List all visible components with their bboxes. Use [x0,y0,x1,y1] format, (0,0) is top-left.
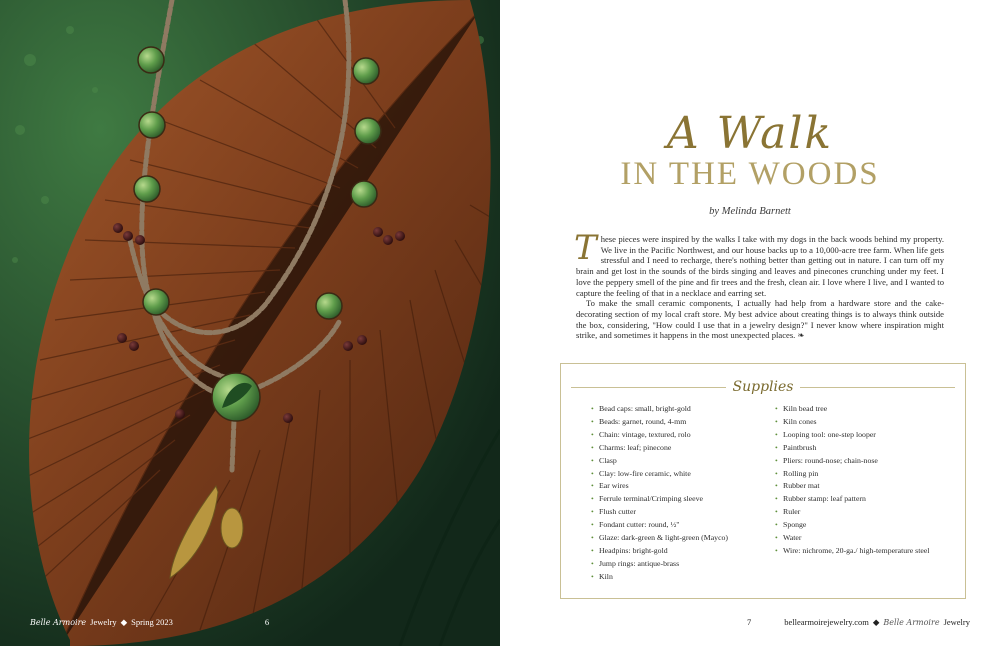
supply-item: • Kiln cones [775,416,955,429]
supply-item: • Clay: low-fire ceramic, white [591,468,775,481]
supply-item: • Looping tool: one-step looper [775,429,955,442]
supply-item: • Headpins: bright-gold [591,545,775,558]
supplies-box [560,363,966,599]
paragraph-1-text: hese pieces were inspired by the walks I take with my dogs in the back woods behind my property. We live in the Pacific Northwest, and our house backs up to a 10,000-acre tree farm. When life gets stressful and I need to recharge, there's nothing better than getting out in nature. I can turn off my brain and get lost in the sounds of the birds singing and leaves and pinecones crunching under my feet. I love the peppery smell of the pine and fir trees and the fresh, clean air. I love where I live, and I wanted to capture the feeling of that in a necklace and earring set. [576,234,944,298]
right-page [500,0,1000,646]
folio-separator: ◆ [872,617,880,627]
brand-logo: Belle Armoire [30,618,87,627]
paragraph-2: To make the small ceramic components, I actually had help from a hardware store and the cake-decorating section of my local craft store. My best advice about creating things is to always think outside the box, considering, "How could I use that in a jewelry design?" I never know where inspiration might strike, and sometimes it happens in the most unexpected places. ❧ [576,298,944,341]
supply-item: • Pliers: round-nose; chain-nose [775,455,955,468]
heading-rule-right [800,387,955,388]
brand-logo: Belle Armoire [883,618,940,627]
supply-item: • Chain: vintage, textured, rolo [591,429,775,442]
folio-separator: ◆ [120,617,128,627]
supply-item: • Bead caps: small, bright-gold [591,403,775,416]
supply-item: • Paintbrush [775,442,955,455]
supplies-column-1 [591,403,775,584]
article-title-line1: A Walk [666,108,834,159]
byline: by Melinda Barnett [709,206,791,217]
article-body [574,228,944,341]
folio-section: Jewelry [90,617,117,627]
supply-item: • Ruler [775,506,955,519]
supplies-columns [591,403,957,584]
article-title-line2: IN THE WOODS [620,156,880,192]
folio-issue: Spring 2023 [131,617,173,627]
supply-item: • Kiln bead tree [775,403,955,416]
supplies-column-2 [775,403,955,584]
folio-site [784,617,970,628]
supply-item: • Ear wires [591,480,775,493]
paragraph-1 [574,228,944,298]
supply-item: • Rolling pin [775,468,955,481]
folio-left [30,617,269,628]
drop-cap: T [574,228,597,268]
website-link[interactable]: bellearmoirejewelry.com [784,617,869,627]
supply-item: • Jump rings: antique-brass [591,558,775,571]
supply-item: • Water [775,532,955,545]
supplies-heading [571,379,955,395]
supply-item: • Kiln [591,571,775,584]
heading-rule-left [571,387,726,388]
supply-item: • Glaze: dark-green & light-green (Mayco) [591,532,775,545]
folio-section: Jewelry [943,617,970,627]
folio-right [500,617,1000,631]
supply-item: • Flush cutter [591,506,775,519]
supply-item: • Rubber stamp: leaf pattern [775,493,955,506]
supply-item: • Ferrule terminal/Crimping sleeve [591,493,775,506]
supply-item: • Fondant cutter: round, ½" [591,519,775,532]
supply-item: • Wire: nichrome, 20-ga./ high-temperature steel [775,545,955,558]
supply-item: • Beads: garnet, round, 4-mm [591,416,775,429]
supply-item: • Charms: leaf; pinecone [591,442,775,455]
supply-item: • Rubber mat [775,480,955,493]
supplies-title: Supplies [732,379,794,395]
supply-item: • Clasp [591,455,775,468]
supply-item: • Sponge [775,519,955,532]
page-number-left: 6 [264,617,270,627]
page-number-right: 7 [747,617,752,627]
